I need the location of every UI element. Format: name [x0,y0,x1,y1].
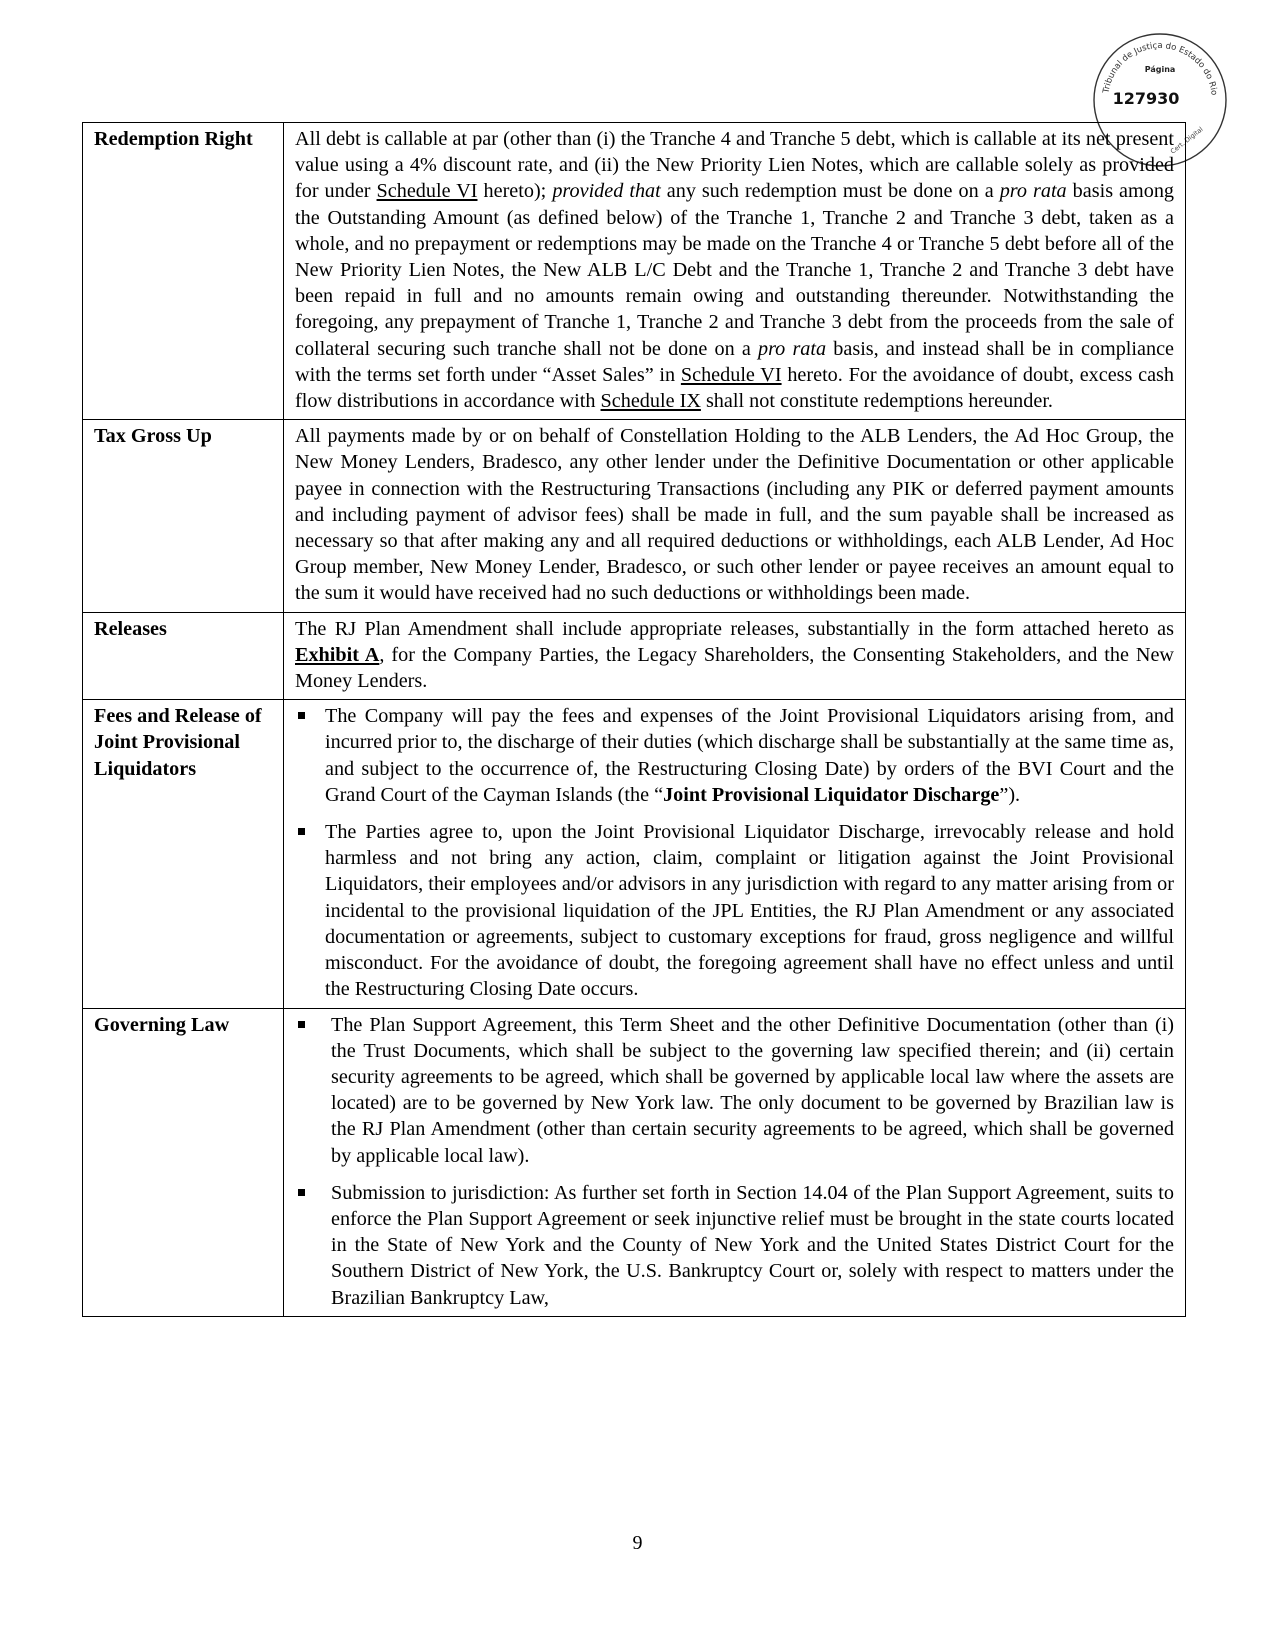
text-run: hereto); [477,180,553,203]
svg-text:Cert. Digital: Cert. Digital [1168,125,1205,156]
text-run: The Parties agree to, upon the Joint Provisional Liquidator Discharge, irrevocably release and hold harmless and not bring any action, claim, complaint or litigation against the Joint Provisional Liquidators, their employees and/or advisors in any jurisdiction with regard to any matter arising from or incidental to the provisional liquidation of the JPL Entities, the RJ Plan Amendment or any associated documentation or agreements, subject to customary exceptions for fraud, gross negligence and willful misconduct. For the avoidance of doubt, the foregoing agreement shall have no effect unless and until the Restructuring Closing Date occurs. [325,821,1174,1001]
term-label: Fees and Release of Joint Provisional Liquidators [83,700,284,1008]
bullet-item [295,703,1174,808]
text-run: shall not constitute redemptions hereunder. [700,390,1053,413]
text-run: Submission to jurisdiction: As further set forth in Section 14.04 of the Plan Support Agreement, suits to enforce the Plan Support Agreement or seek injunctive relief must be brought in the state courts located in the State of New York and the County of New York and the United States District Court for the Southern District of New York, the U.S. Bankruptcy Court or, solely with respect to matters under the Brazilian Bankruptcy Law, [331,1181,1174,1309]
bullet-item [295,819,1174,1002]
table-row [83,123,1186,420]
emphasized-text: Schedule VI [680,363,782,386]
text-run: any such redemption must be done on a [660,180,1000,203]
term-paragraph [295,126,1174,414]
term-label: Governing Law [83,1008,284,1316]
text-run: The Company will pay the fees and expenses of the Joint Provisional Liquidators arising from, and incurred prior to, the discharge of their duties (which discharge shall be substantially at the same time as, and subject to the occurrence of, the Restructuring Closing Date) by orders of the BVI Court and the Grand Court of the Cayman Islands (the “ [325,705,1174,806]
emphasized-text: provided that [552,180,661,203]
svg-text:Página: Página [1144,65,1176,74]
emphasized-text: Schedule IX [600,390,701,413]
text-run: hereto. For the avoidance of doubt, excess cash flow distributions in accordance with [295,363,1174,413]
text-run: All payments made by or on behalf of Constellation Holding to the ALB Lenders, the Ad Hoc Group, the New Money Lenders, Bradesco, any other lender under the Definitive Documentation or other applicable payee in connection with the Restructuring Transactions (including any PIK or deferred payment amounts and including payment of advisor fees) shall be made in full, and the sum payable shall be increased as necessary so that after making any and all required deductions or withholdings, each ALB Lender, Ad Hoc Group member, New Money Lender, Bradesco, or such other lender or payee receives an amount equal to the sum it would have received had no such deductions or withholdings been made. [295,425,1174,605]
term-paragraph [295,616,1174,695]
emphasized-text: Exhibit A [295,643,380,666]
table-row [83,700,1186,1008]
term-body [284,700,1186,1008]
text-run: All debt is callable at par (other than (i) the Tranche 4 and Tranche 5 debt, which is callable at its net present value using a 4% discount rate, and (ii) the New Priority Lien Notes, which are callable solely as provided for under [295,128,1174,203]
text-run: The RJ Plan Amendment shall include appropriate releases, substantially in the form attached hereto as [295,617,1174,640]
term-paragraph [295,423,1174,606]
table-row [83,420,1186,612]
emphasized-text: Schedule VI [376,180,478,203]
page-number: 9 [632,1532,643,1554]
bullet-list [295,703,1174,1002]
term-body [284,420,1186,612]
term-body [284,612,1186,700]
term-body [284,123,1186,420]
text-run: basis, and instead shall be in compliance with the terms set forth under “Asset Sales” in [295,337,1174,386]
bullet-item [295,1012,1174,1169]
text-run: ”). [999,783,1021,806]
text-run: basis among the Outstanding Amount (as defined below) of the Tranche 1, Tranche 2 and Tranche 3 debt, taken as a whole, and no prepayment or redemptions may be made on the Tranche 4 or Tranche 5 debt before all of the New Priority Lien Notes, the New ALB L/C Debt and the Tranche 1, Tranche 2 and Tranche 3 debt have been repaid in full and no amounts remain owing and outstanding thereunder. Notwithstanding the foregoing, any prepayment of Tranche 1, Tranche 2 and Tranche 3 debt from the proceeds from the sale of collateral securing such tranche shall not be done on a [295,180,1175,360]
emphasized-text: pro rata [999,180,1067,203]
svg-text:127930: 127930 [1112,89,1180,108]
term-label: Releases [83,612,284,700]
term-label: Tax Gross Up [83,420,284,612]
emphasized-text: pro rata [757,337,827,360]
bullet-item [295,1180,1174,1311]
svg-text:Tribunal de Justiça do Estado: Tribunal de Justiça do Estado do Rio [1101,40,1219,97]
emphasized-text: Joint Provisional Liquidator Discharge [663,783,1000,806]
table-row [83,1008,1186,1316]
text-run: , for the Company Parties, the Legacy Shareholders, the Consenting Stakeholders, and the New Money Lenders. [295,643,1174,693]
term-body [284,1008,1186,1316]
bullet-list [295,1012,1174,1311]
table-row [83,612,1186,700]
text-run: The Plan Support Agreement, this Term Sheet and the other Definitive Documentation (other than (i) the Trust Documents, which shall be subject to the governing law specified therein; and (ii) certain security agreements to be agreed, which shall be governed by applicable local law where the assets are located) are to be governed by New York law. The only document to be governed by Brazilian law is the RJ Plan Amendment (other than certain security agreements to be agreed, which shall be governed by applicable local law). [331,1013,1174,1167]
term-label: Redemption Right [83,123,284,420]
term-sheet-table [82,122,1186,1317]
